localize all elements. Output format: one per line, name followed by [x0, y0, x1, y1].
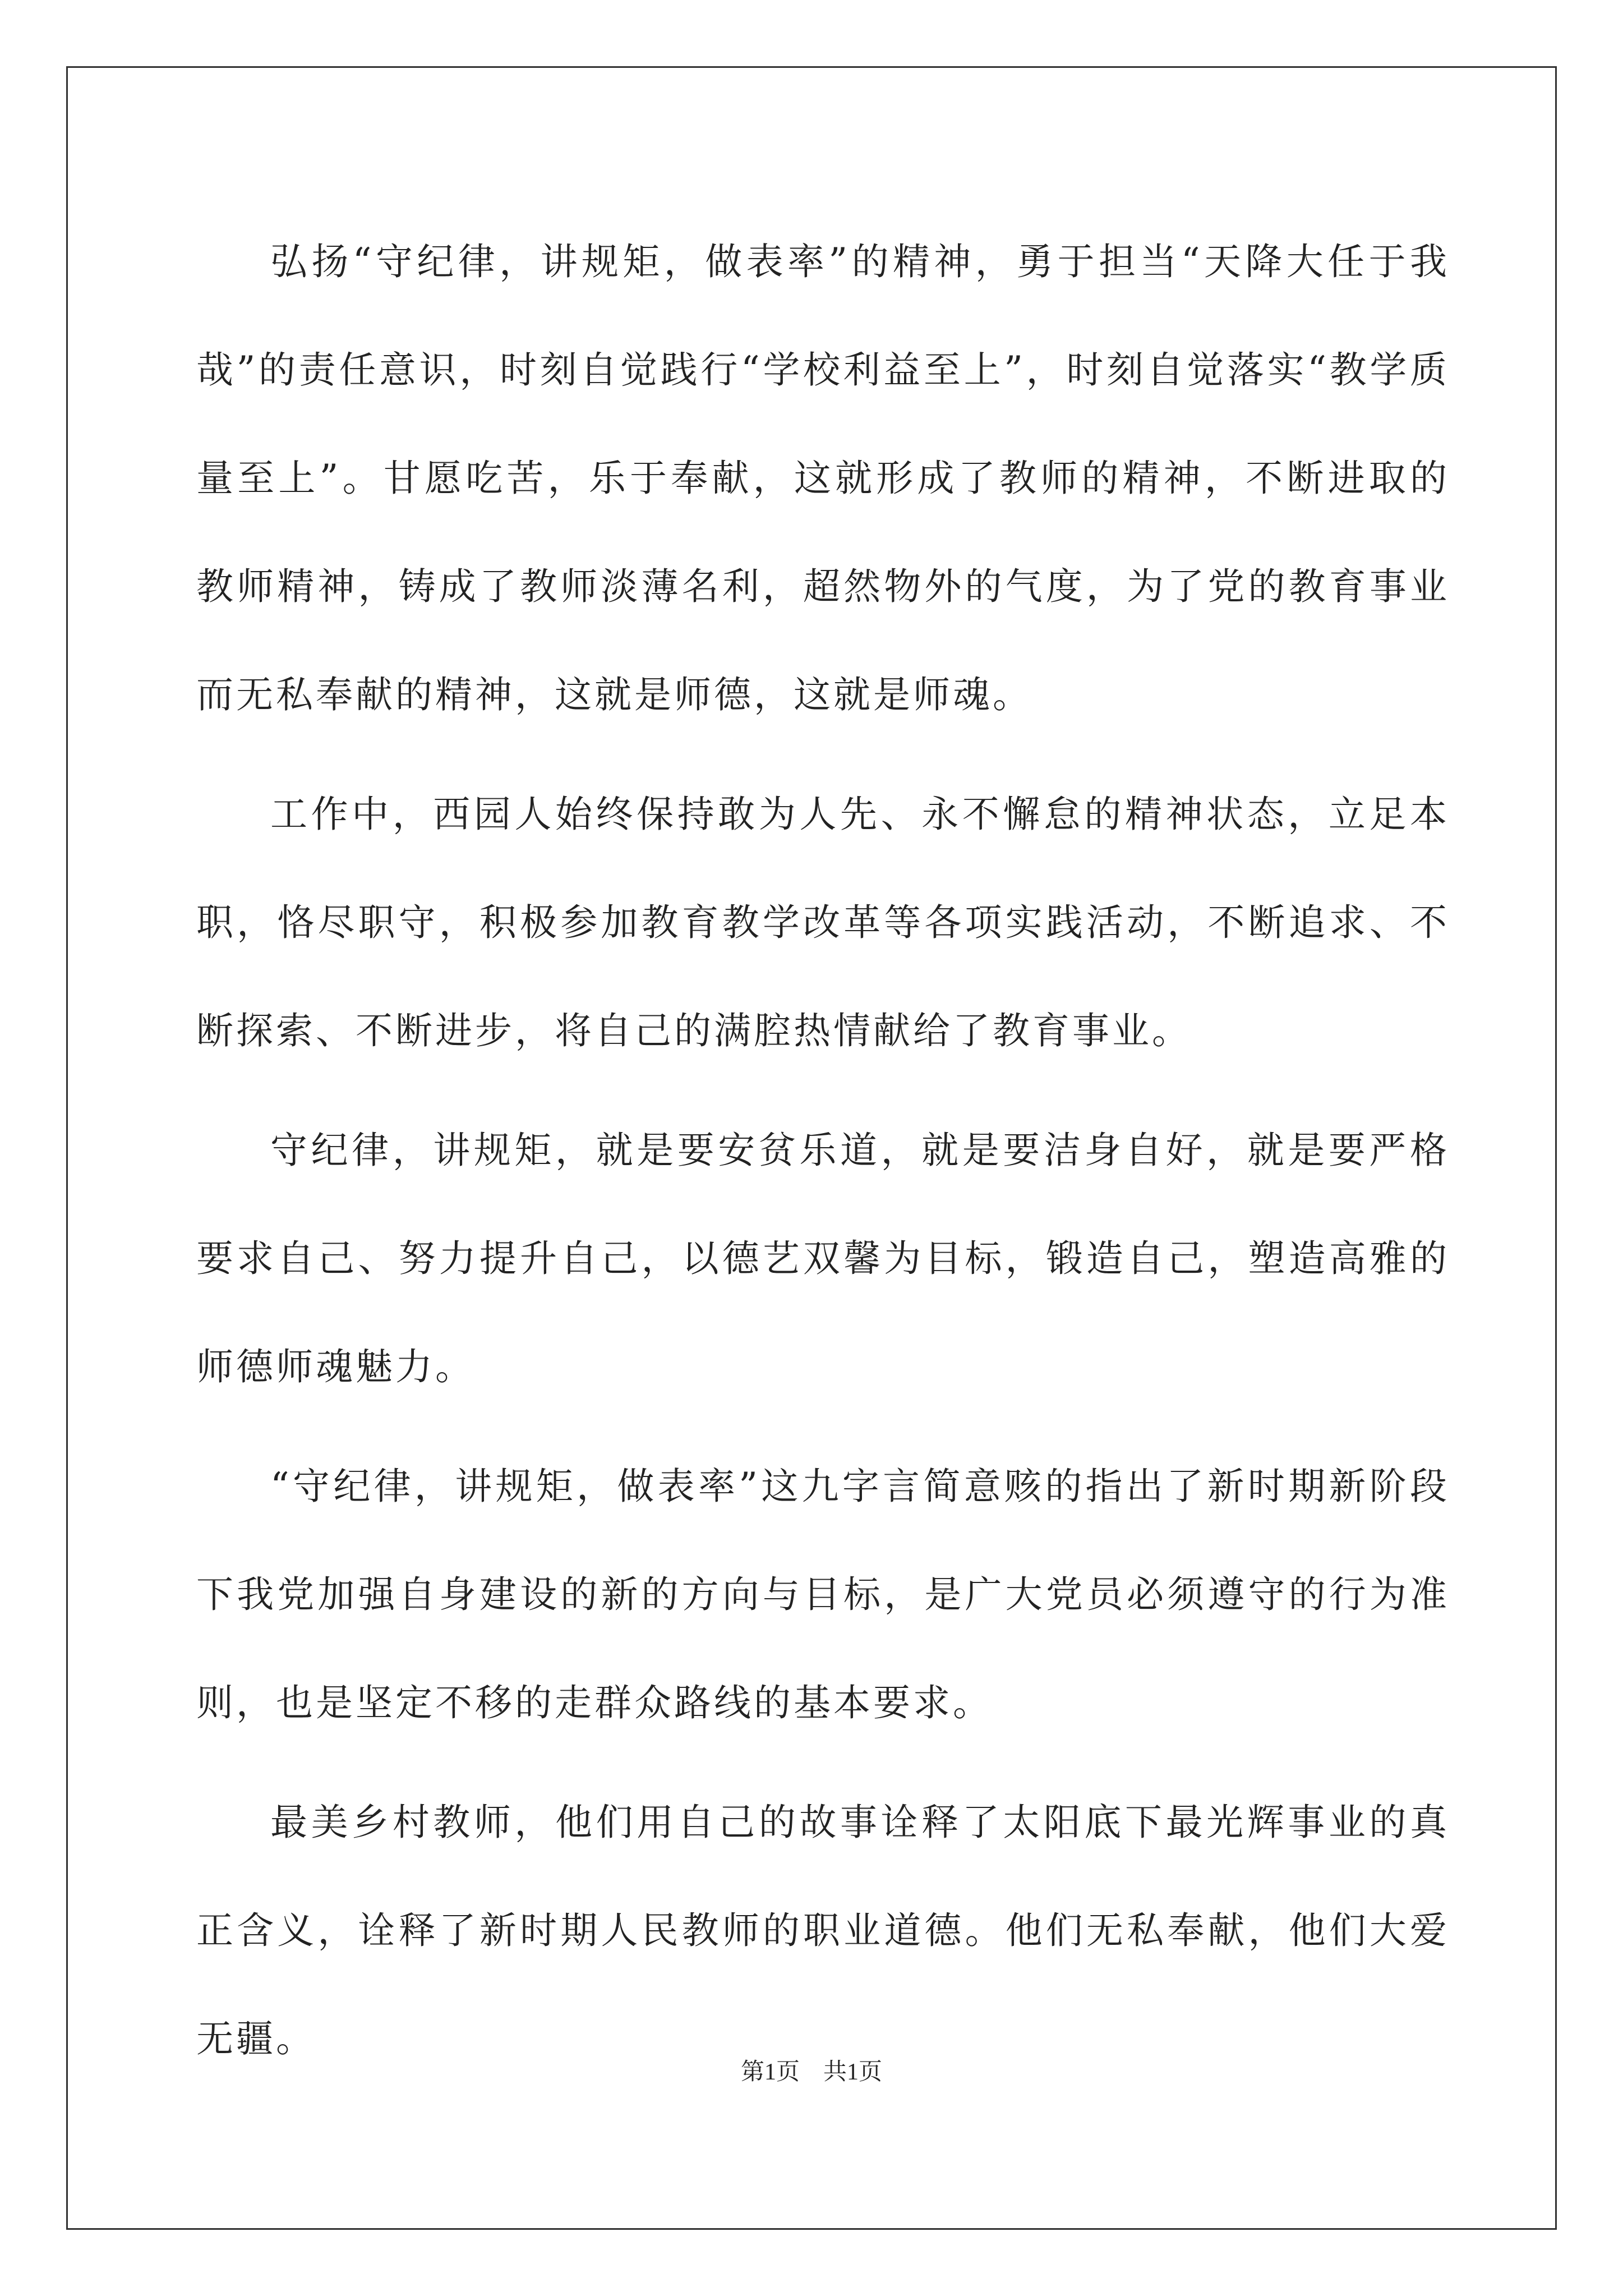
- paragraph-5: 最美乡村教师，他们用自己的故事诠释了太阳底下最光辉事业的真正含义，诠释了新时期人民教师的职业道德。他们无私奉献，他们大爱无疆。: [196, 1801, 1450, 2060]
- paragraph-1: 弘扬“守纪律，讲规矩，做表率”的精神，勇于担当“天降大任于我哉”的责任意识，时刻自觉践行“学校利益至上”，时刻自觉落实“教学质量至上”。甘愿吃苦，乐于奉献，这就形成了教师的精神，不断进取的教师精神，铸成了教师淡薄名利，超然物外的气度，为了党的教育事业而无私奉献的精神，这就是师德，这就是师魂。: [196, 240, 1450, 716]
- paragraph-3: 守纪律，讲规矩，就是要安贫乐道，就是要洁身自好，就是要严格要求自己、努力提升自己，以德艺双馨为目标，锻造自己，塑造高雅的师德师魂魅力。: [196, 1129, 1450, 1388]
- document-body: [196, 208, 1450, 2104]
- paragraph-2: 工作中，西园人始终保持敢为人先、永不懈怠的精神状态，立足本职，恪尽职守，积极参加教育教学改革等各项实践活动，不断追求、不断探索、不断进步，将自己的满腔热情献给了教育事业。: [196, 793, 1450, 1052]
- page-number-footer: 第1页 共1页: [740, 2059, 882, 2085]
- paragraph-4: “守纪律，讲规矩，做表率”这九字言简意赅的指出了新时期新阶段下我党加强自身建设的新的方向与目标，是广大党员必须遵守的行为准则，也是坚定不移的走群众路线的基本要求。: [196, 1465, 1450, 1724]
